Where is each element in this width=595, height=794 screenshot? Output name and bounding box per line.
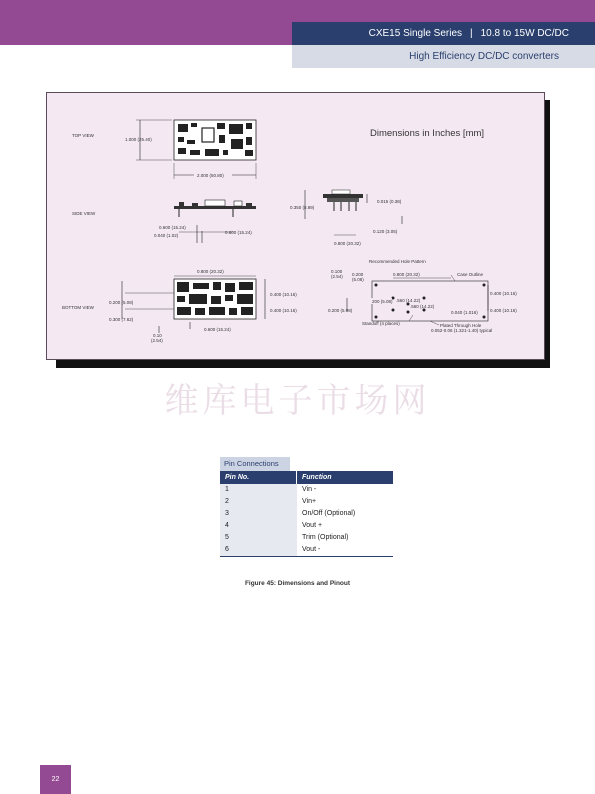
mechanical-drawing-svg [47,93,546,361]
pin-connections-table [220,457,393,557]
bottom-dim-top: 0.800 (20.32) [197,269,224,274]
hole-dim-inner3: .560 (14.22) [410,304,435,309]
pin-number: 1 [220,484,297,496]
watermark-text: 维库电子市场网 [164,381,431,421]
side-view-board [174,206,256,209]
hole-dim-inner1: 200 (5.08) [372,299,393,304]
side-dim-e: 0.015 (0.38) [377,199,402,204]
table-row [220,520,393,532]
series-name: CXE15 Single Series [368,28,463,39]
pin-table-title: Pin Connections [220,457,290,471]
side-dim-a: 0.600 (15.24) [159,225,186,230]
pin-function: Vout + [302,522,323,529]
side-dim-c: 0.600 (15.24) [225,230,252,235]
bottom-dim-left2: 0.300 (7.62) [109,317,134,322]
header-separator: | [470,28,473,39]
table-row [220,484,393,496]
page-number: 22 [40,765,71,794]
side-view-label: SIDE VIEW [72,211,96,216]
hole-standoff: Standoff (4 places) [362,321,400,326]
header-title-bar [292,22,595,45]
hole-dim-1b: (2.54) [331,274,343,279]
bottom-dim-bottom: 0.600 (15.24) [204,327,231,332]
side-dim-g: 0.800 (20.32) [334,241,361,246]
figure-caption: Figure 45: Dimensions and Pinout [244,580,351,587]
top-view-height-dim: 1.000 (25.40) [125,137,152,142]
hole-dim-top: 0.800 (20.32) [393,272,420,277]
bottom-dim-right2: 0.400 (10.16) [270,308,297,313]
pin-table-header [220,471,393,484]
table-row [220,496,393,508]
pin-number: 3 [220,508,297,520]
hole-case-outline: Case Outline [457,272,484,277]
header-subtitle-bar [292,45,595,68]
bottom-view-label: BOTTOM VIEW [62,305,94,310]
hole-dim-r3: 0.040 (1.016) [451,310,478,315]
power-range: 10.8 to 15W DC/DC [480,28,569,39]
table-bottom-rule [220,556,393,557]
pin-no-header: Pin No. [220,471,297,484]
header-subtitle: High Efficiency DC/DC converters [409,51,559,62]
bottom-pin-small-2: (2.54) [151,338,163,343]
function-header: Function [302,474,332,481]
pin-number: 6 [220,544,297,556]
hole-plated: Plated Through Hole [440,323,482,328]
pin-function: Vout - [302,546,321,553]
hole-dim-1a: 0.100 [331,269,343,274]
pin-number: 2 [220,496,297,508]
side-dim-b: 0.040 (1.02) [154,233,179,238]
side-dim-d: 0.350 (8.89) [290,205,315,210]
bottom-pin-small-1: 0.10 [153,333,162,338]
pin-function: Trim (Optional) [302,534,349,541]
hole-dim-2b: (5.08) [352,277,364,282]
pin-function: On/Off (Optional) [302,510,356,517]
hole-dim-r1: 0.400 (10.16) [490,291,517,296]
hole-dim-2a: 0.200 [352,272,364,277]
hole-dim-r2: 0.400 (10.16) [490,308,517,313]
pin-number: 4 [220,520,297,532]
top-view-label: TOP VIEW [72,133,94,138]
top-view-width-dim: 2.000 (50.80) [197,173,224,178]
hole-plated-dim: 0.052-0.06 (1.321-1.40) typical [431,328,493,333]
bottom-dim-right1: 0.400 (10.16) [270,292,297,297]
pin-function: Vin - [302,486,317,493]
table-row [220,508,393,520]
hole-dim-left: 0.200 (5.08) [328,308,353,313]
bottom-dim-left1: 0.200 (5.08) [109,300,134,305]
pin-number: 5 [220,532,297,544]
drawing-title: Dimensions in Inches [mm] [370,128,485,139]
hole-dim-inner2: .560 (14.22) [396,298,421,303]
pin-function: Vin+ [302,498,317,505]
table-row [220,532,393,544]
table-row [220,544,393,556]
hole-pattern-title: Recommended Hole Pattern [369,259,426,264]
dimension-drawing [46,92,545,360]
side-dim-f: 0.120 (3.05) [373,229,398,234]
